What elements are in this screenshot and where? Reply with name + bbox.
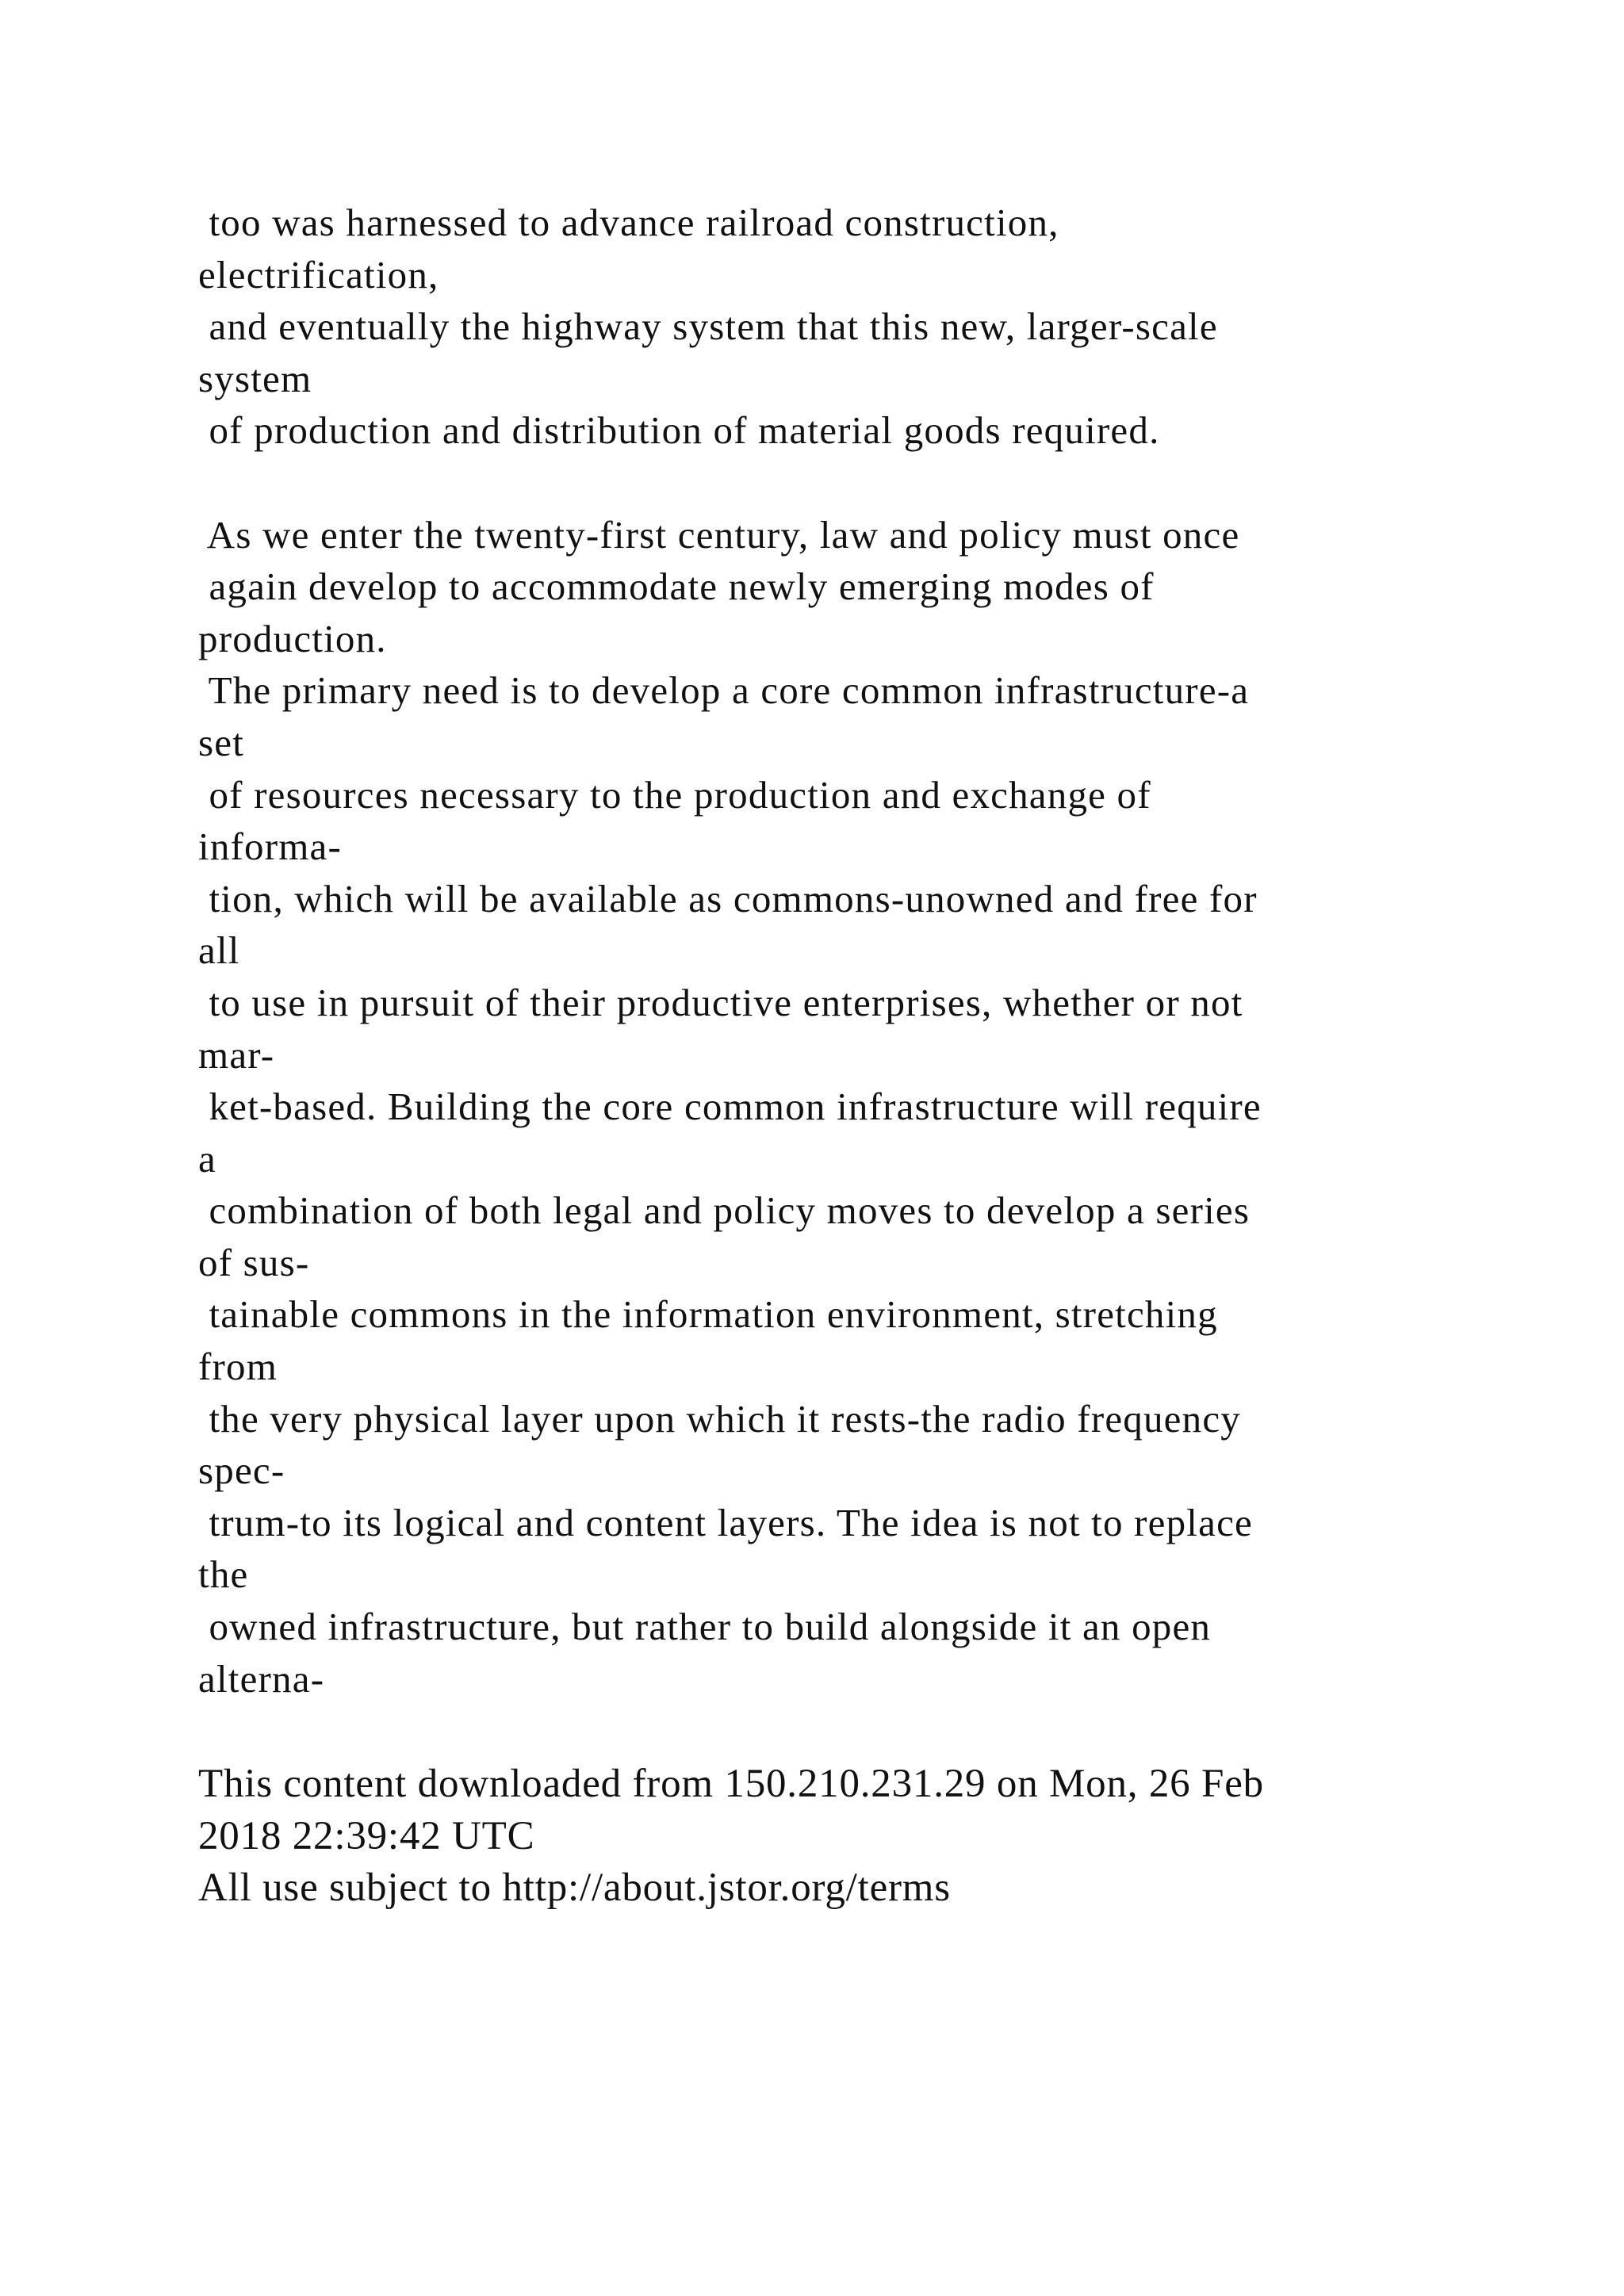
text-line: informa-: [198, 825, 343, 869]
text-line: alterna-: [198, 1656, 325, 1701]
text-line: the very physical layer upon which it rests-the radio frequency: [198, 1396, 1241, 1441]
text-line: trum-to its logical and content layers. The idea is not to replace: [198, 1500, 1253, 1544]
download-source-line: This content downloaded from 150.210.231.29 on Mon, 26 Feb: [198, 1762, 1264, 1806]
text-line: As we enter the twenty-first century, law and policy must once: [198, 512, 1240, 557]
text-line: mar-: [198, 1032, 275, 1077]
download-notice: [198, 1758, 1546, 1915]
text-line: tion, which will be available as commons-unowned and free for: [198, 876, 1258, 920]
text-line: of production and distribution of material goods required.: [198, 408, 1160, 453]
paragraph-gap: [198, 457, 1507, 509]
text-line: from: [198, 1345, 278, 1389]
text-line: the: [198, 1552, 249, 1597]
text-line: to use in pursuit of their productive enterprises, whether or not: [198, 980, 1243, 1024]
text-line: too was harnessed to advance railroad construction,: [198, 201, 1059, 244]
text-line: owned infrastructure, but rather to build alongside it an open: [198, 1605, 1212, 1649]
text-line: combination of both legal and policy moves to develop a series: [198, 1188, 1251, 1233]
text-line: system: [198, 356, 312, 400]
text-line: tainable commons in the information environment, stretching: [198, 1292, 1218, 1337]
text-line: electrification,: [198, 252, 439, 297]
text-line: of resources necessary to the production and exchange of: [198, 772, 1151, 817]
text-line: production.: [198, 616, 387, 660]
text-line: spec-: [198, 1448, 285, 1493]
download-timestamp-line: 2018 22:39:42 UTC: [198, 1813, 535, 1858]
text-line: of sus-: [198, 1240, 310, 1284]
text-line: again develop to accommodate newly emerging modes of: [198, 564, 1155, 609]
text-line: a: [198, 1136, 216, 1181]
text-line: ket-based. Building the core common infrastructure will require: [198, 1085, 1262, 1129]
text-line: and eventually the highway system that this new, larger-scale: [198, 304, 1218, 349]
text-line: set: [198, 720, 245, 764]
terms-of-use-line: All use subject to http://about.jstor.org/terms: [198, 1866, 951, 1911]
body-text: [198, 197, 1507, 1705]
text-line: The primary need is to develop a core common infrastructure-a: [198, 668, 1250, 713]
text-line: all: [198, 928, 240, 973]
